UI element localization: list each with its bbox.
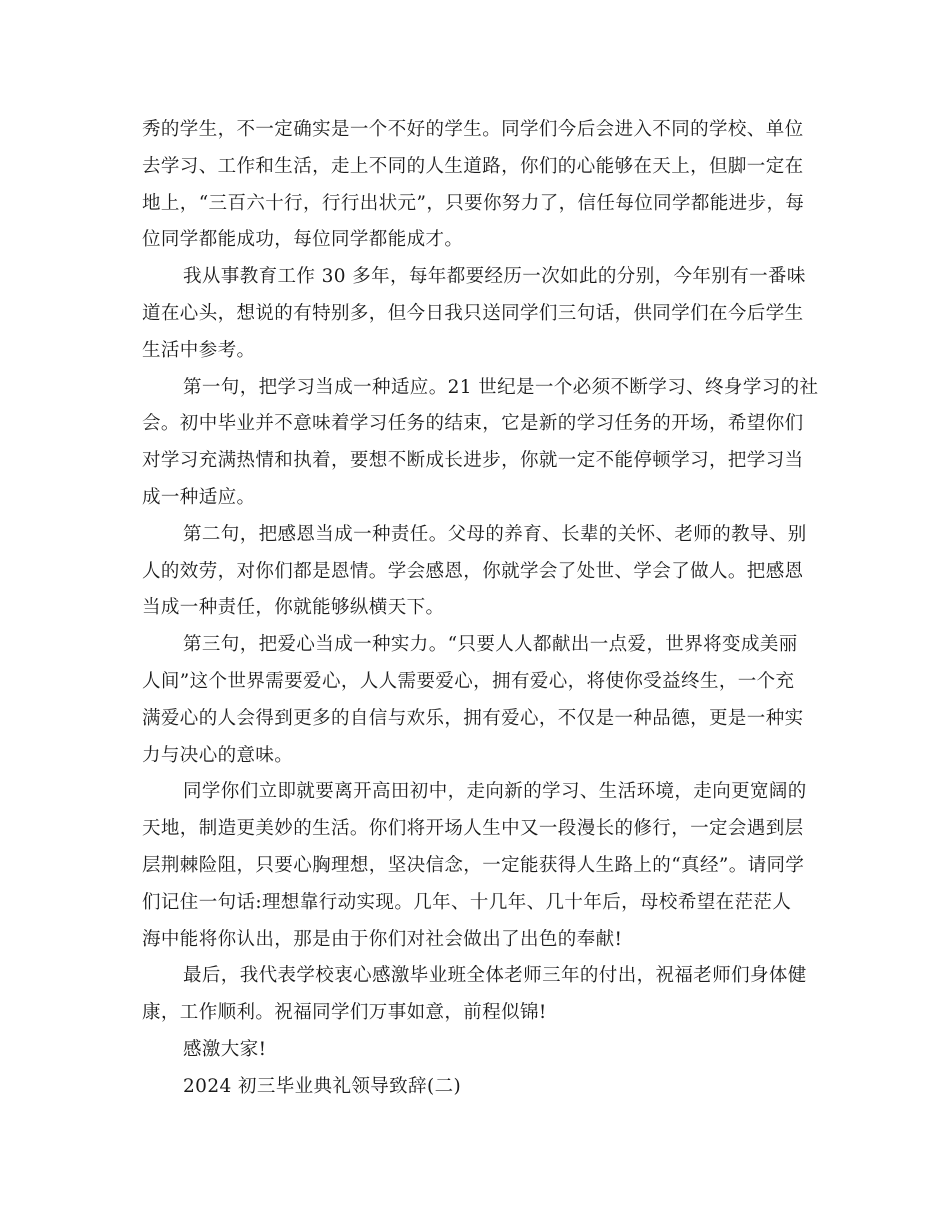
text-line: 力与决心的意味。	[142, 744, 294, 766]
text-line: 第三句，把爱心当成一种实力。“只要人人都献出一点爱，世界将变成美丽	[183, 634, 798, 656]
text-line: 人间”这个世界需要爱心，人人需要爱心，拥有爱心，将使你受益终生，一个充	[142, 670, 795, 692]
text-line: 最后，我代表学校衷心感激毕业班全体老师三年的付出，祝福老师们身体健	[183, 965, 807, 987]
section-title: 2024 初三毕业典礼领导致辞(二)	[183, 1075, 462, 1097]
text-line: 成一种适应。	[142, 486, 256, 508]
text-line: 康，工作顺利。祝福同学们万事如意，前程似锦!	[142, 1002, 547, 1024]
text-line: 位同学都能成功，每位同学都能成才。	[142, 229, 464, 251]
text-line: 第一句，把学习当成一种适应。21 世纪是一个必须不断学习、终身学习的社	[183, 376, 819, 398]
text-line: 们记住一句话:理想靠行动实现。几年、十几年、几十年后，母校希望在茫茫人	[142, 891, 792, 913]
paragraph-6	[142, 774, 805, 958]
paragraph-1	[142, 112, 805, 259]
text-line: 地上，“三百六十行，行行出状元”，只要你努力了，信任每位同学都能进步，每	[142, 192, 805, 214]
text-line: 会。初中毕业并不意味着学习任务的结束，它是新的学习任务的开场，希望你们	[142, 413, 804, 435]
paragraph-3	[142, 370, 819, 517]
text-line: 人的效劳，对你们都是恩情。学会感恩，你就学会了处世、学会了做人。把感恩	[142, 560, 804, 582]
text-line: 感激大家!	[183, 1038, 267, 1060]
text-line: 层荆棘险阻，只要心胸理想，坚决信念，一定能获得人生路上的“真经”。请同学	[142, 854, 805, 876]
text-line: 天地，制造更美妙的生活。你们将开场人生中又一段漫长的修行，一定会遇到层	[142, 818, 804, 840]
text-line: 当成一种责任，你就能够纵横天下。	[142, 597, 445, 619]
text-line: 第二句，把感恩当成一种责任。父母的养育、长辈的关怀、老师的教导、别	[183, 523, 807, 545]
paragraph-8	[142, 1032, 805, 1069]
paragraph-2	[142, 259, 805, 369]
section-heading	[142, 1069, 805, 1106]
text-line: 生活中参考。	[142, 339, 256, 361]
text-line: 去学习、工作和生活，走上不同的人生道路，你们的心能够在天上，但脚一定在	[142, 155, 804, 177]
text-line: 海中能将你认出，那是由于你们对社会做出了出色的奉献!	[142, 928, 623, 950]
paragraph-5	[142, 627, 805, 774]
text-line: 道在心头，想说的有特别多，但今日我只送同学们三句话，供同学们在今后学生	[142, 302, 804, 324]
document-body	[142, 112, 819, 1106]
paragraph-4	[142, 517, 805, 627]
text-line: 我从事教育工作 30 多年，每年都要经历一次如此的分别，今年别有一番味	[183, 266, 806, 288]
text-line: 满爱心的人会得到更多的自信与欢乐，拥有爱心，不仅是一种品德，更是一种实	[142, 707, 804, 729]
text-line: 秀的学生，不一定确实是一个不好的学生。同学们今后会进入不同的学校、单位	[142, 119, 804, 140]
text-line: 对学习充满热情和执着，要想不断成长进步，你就一定不能停顿学习，把学习当	[142, 450, 804, 472]
paragraph-7	[142, 958, 805, 1032]
text-line: 同学你们立即就要离开高田初中，走向新的学习、生活环境，走向更宽阔的	[183, 781, 807, 803]
